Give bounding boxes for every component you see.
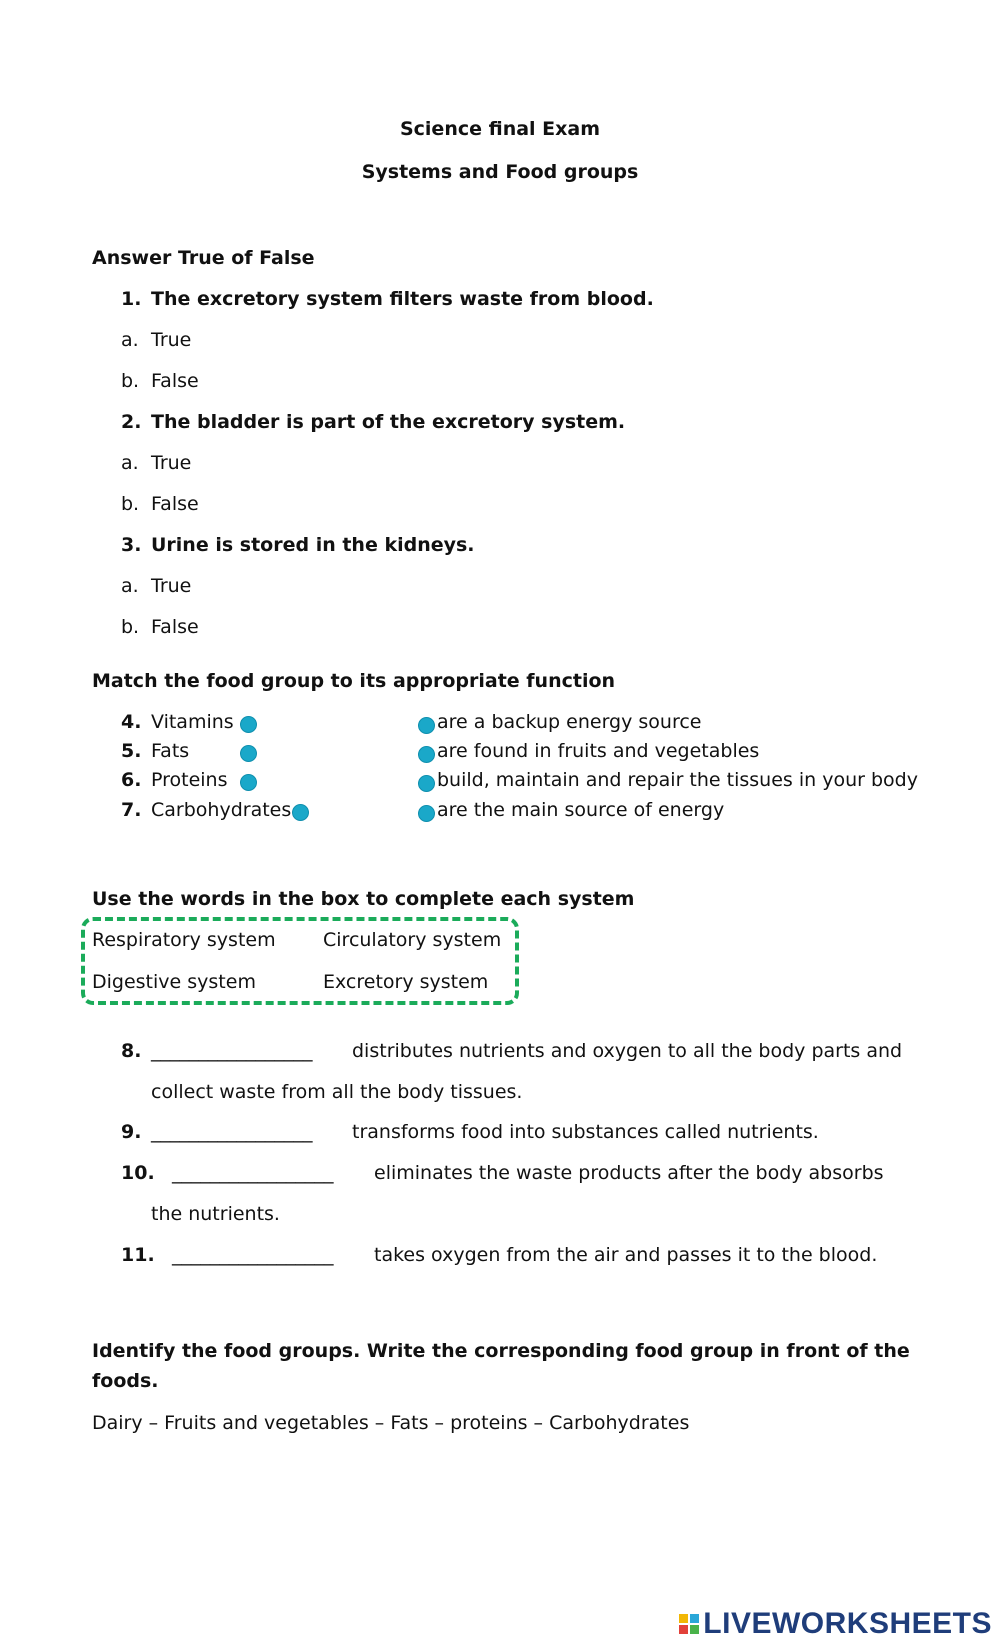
match-function: build, maintain and repair the tissues in your body [437,769,918,791]
page-subtitle: Systems and Food groups [361,161,639,183]
option-false[interactable]: False [151,493,199,515]
word-box-item: Excretory system [323,971,489,993]
match-item-fats: Fats [151,740,190,762]
question-number: 3. [121,534,142,556]
word-box-item: Circulatory system [323,929,502,951]
fill-blank[interactable]: _________________ [151,1040,313,1062]
match-number: 5. [121,740,142,762]
match-number: 7. [121,799,142,821]
fill-sentence-continuation: the nutrients. [151,1203,280,1225]
match-number: 6. [121,769,142,791]
page-title: Science final Exam [399,118,601,140]
fill-number: 10. [121,1162,155,1184]
fill-sentence-continuation: collect waste from all the body tissues. [151,1081,523,1103]
option-letter: a. [121,452,139,474]
option-true[interactable]: True [151,452,192,474]
option-true[interactable]: True [151,329,192,351]
section-heading-identify: Identify the food groups. Write the corresponding food group in front of the [92,1340,910,1362]
option-false[interactable]: False [151,370,199,392]
word-box-item: Digestive system [92,971,256,993]
fill-blank[interactable]: _________________ [172,1162,334,1184]
match-item-vitamins: Vitamins [151,711,234,733]
match-dot-right[interactable] [418,746,435,763]
fill-sentence: distributes nutrients and oxygen to all the body parts and [352,1040,903,1062]
match-function: are the main source of energy [437,799,725,821]
option-true[interactable]: True [151,575,192,597]
logo-text: LIVEWORKSHEETS [703,1607,992,1640]
logo-mark-icon [679,1614,699,1634]
option-letter: b. [121,616,140,638]
match-dot-right[interactable] [418,775,435,792]
fill-number: 9. [121,1121,142,1143]
section-heading-true-false: Answer True of False [92,247,315,269]
match-function: are a backup energy source [437,711,702,733]
option-letter: b. [121,493,140,515]
fill-sentence: takes oxygen from the air and passes it to the blood. [374,1244,878,1266]
fill-number: 8. [121,1040,142,1062]
option-letter: b. [121,370,140,392]
match-dot-left[interactable] [240,774,257,791]
match-dot-right[interactable] [418,717,435,734]
question-text: Urine is stored in the kidneys. [151,534,475,556]
match-number: 4. [121,711,142,733]
option-letter: a. [121,575,139,597]
question-text: The bladder is part of the excretory system. [151,411,626,433]
fill-sentence: eliminates the waste products after the body absorbs [374,1162,884,1184]
section-heading-identify-cont: foods. [92,1370,159,1392]
match-function: are found in fruits and vegetables [437,740,760,762]
match-dot-left[interactable] [240,716,257,733]
fill-blank[interactable]: _________________ [151,1121,313,1143]
word-box-item: Respiratory system [92,929,276,951]
section-heading-match: Match the food group to its appropriate function [92,670,616,692]
match-dot-left[interactable] [292,804,309,821]
liveworksheets-logo [679,1607,992,1641]
fill-number: 11. [121,1244,155,1266]
option-letter: a. [121,329,139,351]
section-heading-word-box: Use the words in the box to complete each system [92,888,635,910]
match-item-carbohydrates: Carbohydrates [151,799,292,821]
fill-blank[interactable]: _________________ [172,1244,334,1266]
question-number: 2. [121,411,142,433]
match-dot-left[interactable] [240,745,257,762]
match-item-proteins: Proteins [151,769,228,791]
question-text: The excretory system filters waste from blood. [151,288,654,310]
option-false[interactable]: False [151,616,199,638]
question-number: 1. [121,288,142,310]
food-group-list: Dairy – Fruits and vegetables – Fats – proteins – Carbohydrates [92,1412,690,1434]
match-dot-right[interactable] [418,805,435,822]
fill-sentence: transforms food into substances called nutrients. [352,1121,819,1143]
